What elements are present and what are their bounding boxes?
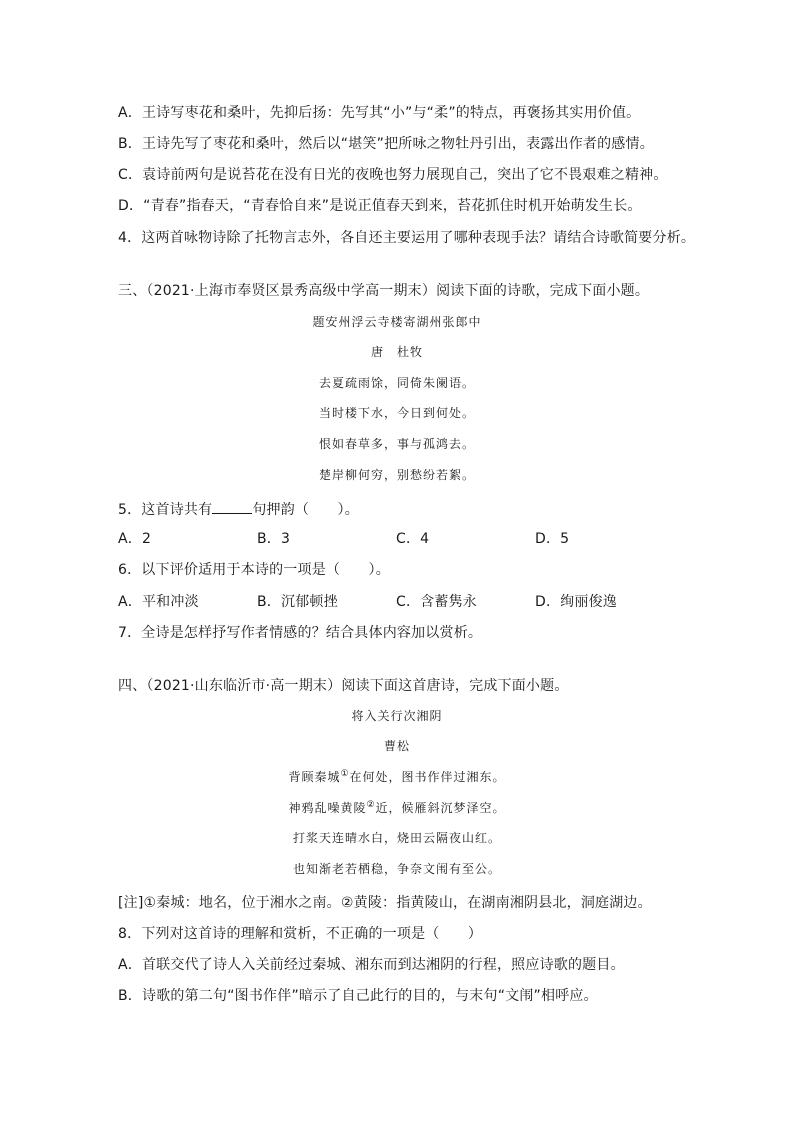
question-4: 4．这两首咏物诗除了托物言志外，各自还主要运用了哪种表现手法？请结合诗歌简要分析。: [118, 230, 696, 246]
poem-1-author: 唐 杜牧: [370, 345, 423, 359]
question-5: [118, 499, 359, 519]
poem-2-notes: [注]①秦城：地名，位于湘水之南。②黄陵：指黄陵山，在湖南湘阴县北，洞庭湖边。: [118, 895, 652, 911]
question-5-suffix: 句押韵（ ）。: [252, 502, 359, 518]
q3-option-b: B．王诗先写了枣花和桑叶，然后以“堪笑”把所咏之物牡丹引出，表露出作者的感情。: [118, 136, 654, 152]
poem-2-line-4: 也知渐老若栖稳，争奈文闱有至公。: [292, 862, 501, 876]
q3-option-d: D．“青春”指春天，“青春恰自来”是说正值春天到来，苔花抓住时机开始萌发生长。: [118, 198, 642, 214]
question-7: 7．全诗是怎样抒写作者情感的？结合具体内容加以赏析。: [118, 625, 483, 641]
poem-1-line-4: 楚岸柳何穷，别愁纷若絮。: [318, 468, 475, 482]
question-6-options: [118, 593, 617, 611]
poem-2-author: 曹松: [383, 739, 410, 753]
poem-2-line-2: [0, 800, 794, 816]
q5-option-c: C．4: [396, 531, 430, 547]
q6-option-c: C．含蓄隽永: [396, 594, 477, 610]
poem-1-line-3: 恨如春草多，事与孤鸿去。: [318, 437, 475, 451]
q5-option-d: D．5: [535, 531, 570, 547]
footnote-marker-2: ②: [366, 800, 376, 810]
q5-option-a: A．2: [118, 531, 152, 547]
poem-1-title: 题安州浮云寺楼寄湖州张郎中: [312, 315, 482, 329]
question-6: 6．以下评价适用于本诗的一项是（ ）。: [118, 562, 390, 578]
poem-2-line-2-end: 近，候雁斜沉梦泽空。: [375, 801, 506, 815]
poem-2-line-3: 打浆天连晴水白，烧田云隔夜山红。: [292, 831, 501, 845]
poem-2-line-2-start: 神鸦乱噪黄陵: [288, 801, 367, 815]
q6-option-a: A．平和冲淡: [118, 594, 199, 610]
q8-option-a: A．首联交代了诗人入关前经过秦城、湘东而到达湘阴的行程，照应诗歌的题目。: [118, 957, 625, 973]
q5-option-b: B．3: [257, 531, 291, 547]
poem-1-line-1: 去夏疏雨馀，同倚朱阑语。: [318, 376, 475, 390]
section-3-heading: 三、（2021·上海市奉贤区景秀高级中学高一期末）阅读下面的诗歌，完成下面小题。: [118, 283, 650, 299]
section-4-heading: 四、（2021·山东临沂市·高一期末）阅读下面这首唐诗，完成下面小题。: [118, 678, 569, 694]
answer-blank: [212, 499, 252, 514]
poem-1-line-2: 当时楼下水，今日到何处。: [318, 406, 475, 420]
question-8: 8．下列对这首诗的理解和赏析，不正确的一项是（ ）: [118, 926, 483, 942]
q3-option-c: C．袁诗前两句是说苔花在没有日光的夜晚也努力展现自己，突出了它不畏艰难之精神。: [118, 167, 668, 183]
poem-2-line-1: [0, 769, 794, 785]
question-5-options: [118, 530, 569, 548]
poem-2-title: 将入关行次湘阴: [351, 709, 443, 723]
q3-option-a: A．王诗写枣花和桑叶，先抑后扬：先写其“小”与“柔”的特点，再褒扬其实用价值。: [118, 105, 641, 121]
q8-option-b: B．诗歌的第二句“图书作伴”暗示了自己此行的目的，与末句“文闱”相呼应。: [118, 988, 598, 1004]
poem-2-line-1-start: 背顾秦城: [288, 770, 341, 784]
q6-option-d: D．绚丽俊逸: [535, 594, 617, 610]
poem-2-line-1-end: 在何处，图书作伴过湘东。: [349, 770, 506, 784]
footnote-marker-1: ①: [340, 769, 350, 779]
q6-option-b: B．沉郁顿挫: [257, 594, 338, 610]
question-5-prefix: 5．这首诗共有: [118, 502, 213, 518]
